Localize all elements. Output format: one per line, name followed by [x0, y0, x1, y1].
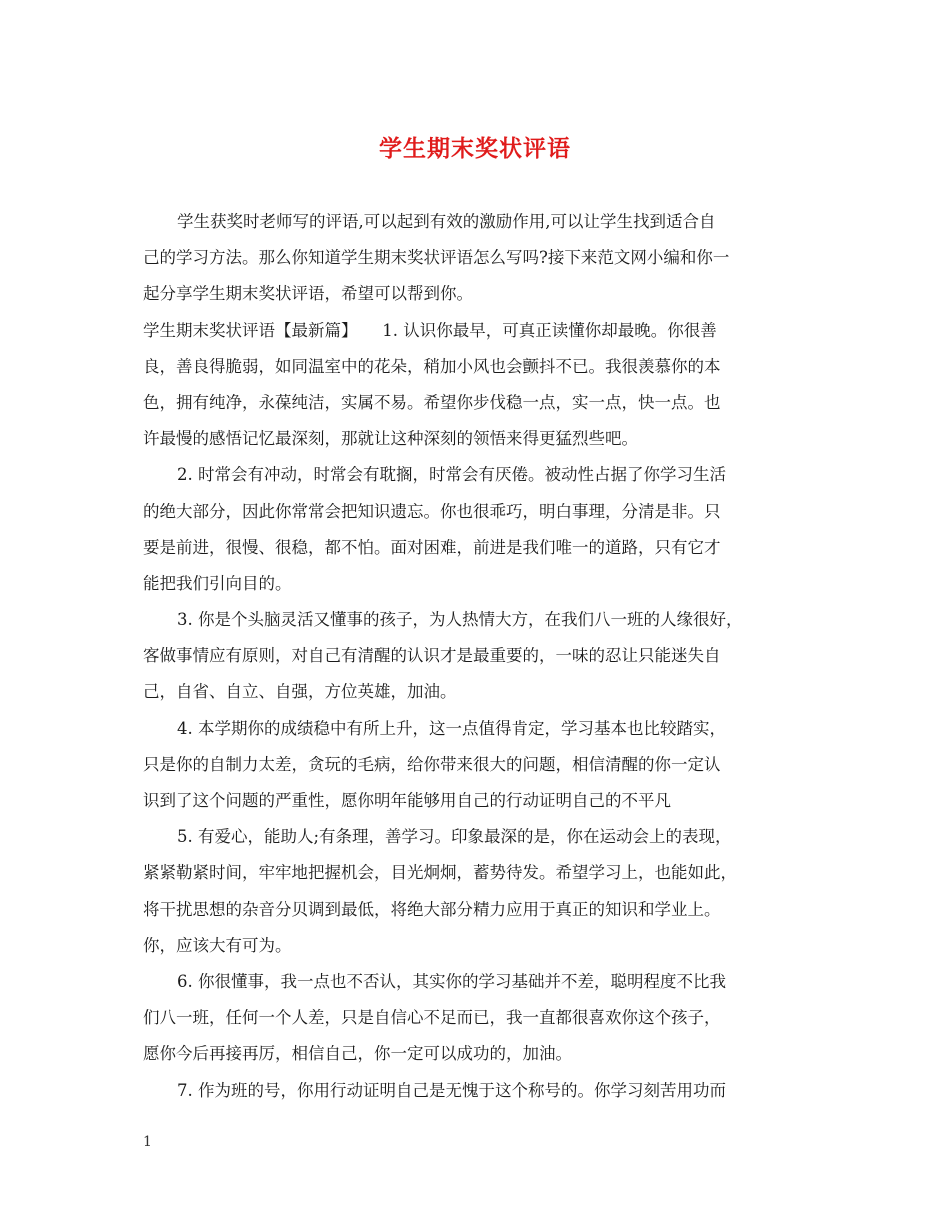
text-line: 将干扰思想的杂音分贝调到最低，将绝大部分精力应用于真正的知识和学业上。	[143, 899, 721, 919]
text-line: 们八一班，任何一个人差，只是自信心不足而已，我一直都很喜欢你这个孩子，	[143, 1008, 721, 1028]
text-line: 6. 你很懂事，我一点也不否认，其实你的学习基础并不差，聪明程度不比我	[177, 971, 726, 991]
text-line: 3. 你是个头脑灵活又懂事的孩子，为人热情大方，在我们八一班的人缘很好，	[177, 610, 743, 630]
text-line: 愿你今后再接再厉，相信自己，你一定可以成功的，加油。	[143, 1044, 572, 1064]
text-line: 客做事情应有原则，对自己有清醒的认识才是最重要的，一味的忍让只能迷失自	[143, 646, 721, 666]
text-line: 识到了这个问题的严重性，愿你明年能够用自己的行动证明自己的不平凡	[143, 791, 671, 810]
page-number: 1	[143, 1134, 152, 1150]
text-line: 许最慢的感悟记忆最深刻，那就让这种深刻的领悟来得更猛烈些吧。	[143, 429, 638, 449]
text-line: 4. 本学期你的成绩稳中有所上升，这一点值得肯定，学习基本也比较踏实，	[177, 718, 726, 738]
text-line: 起分享学生期末奖状评语，希望可以帮到你。	[143, 284, 473, 304]
text-line: 紧紧勒紧时间，牢牢地把握机会，目光炯炯，蓄势待发。希望学习上，也能如此，	[143, 863, 737, 883]
document-title: 学生期末奖状评语	[379, 136, 571, 162]
text-line: 5. 有爱心，能助人;有条理，善学习。印象最深的是，你在运动会上的表现，	[177, 827, 732, 847]
text-line: 你，应该大有可为。	[143, 935, 292, 955]
document-body	[143, 204, 813, 1109]
text-line: 良，善良得脆弱，如同温室中的花朵，稍加小风也会颤抖不已。我很羡慕你的本	[143, 356, 721, 376]
text-line: 要是前进，很慢、很稳，都不怕。面对困难，前进是我们唯一的道路，只有它才	[143, 537, 721, 557]
text-line: 只是你的自制力太差，贪玩的毛病，给你带来很大的问题，相信清醒的你一定认	[143, 754, 721, 774]
text-line: 能把我们引向目的。	[143, 573, 292, 593]
text-line: 7. 作为班的号，你用行动证明自己是无愧于这个称号的。你学习刻苦用功而	[177, 1080, 726, 1100]
text-line: 色，拥有纯净，永葆纯洁，实属不易。希望你步伐稳一点，实一点，快一点。也	[143, 392, 721, 412]
text-line: 2. 时常会有冲动，时常会有耽搁，时常会有厌倦。被动性占据了你学习生活	[177, 465, 726, 485]
text-line: 己的学习方法。那么你知道学生期末奖状评语怎么写吗?接下来范文网小编和你一	[143, 248, 730, 268]
text-line: 的绝大部分，因此你常常会把知识遗忘。你也很乖巧，明白事理，分清是非。只	[143, 501, 721, 521]
text-line: 学生期末奖状评语【最新篇】 1. 认识你最早，可真正读懂你却最晚。你很善	[143, 320, 717, 340]
text-line: 学生获奖时老师写的评语,可以起到有效的激励作用,可以让学生找到适合自	[177, 212, 716, 231]
text-line: 己，自省、自立、自强，方位英雄，加油。	[143, 682, 457, 702]
